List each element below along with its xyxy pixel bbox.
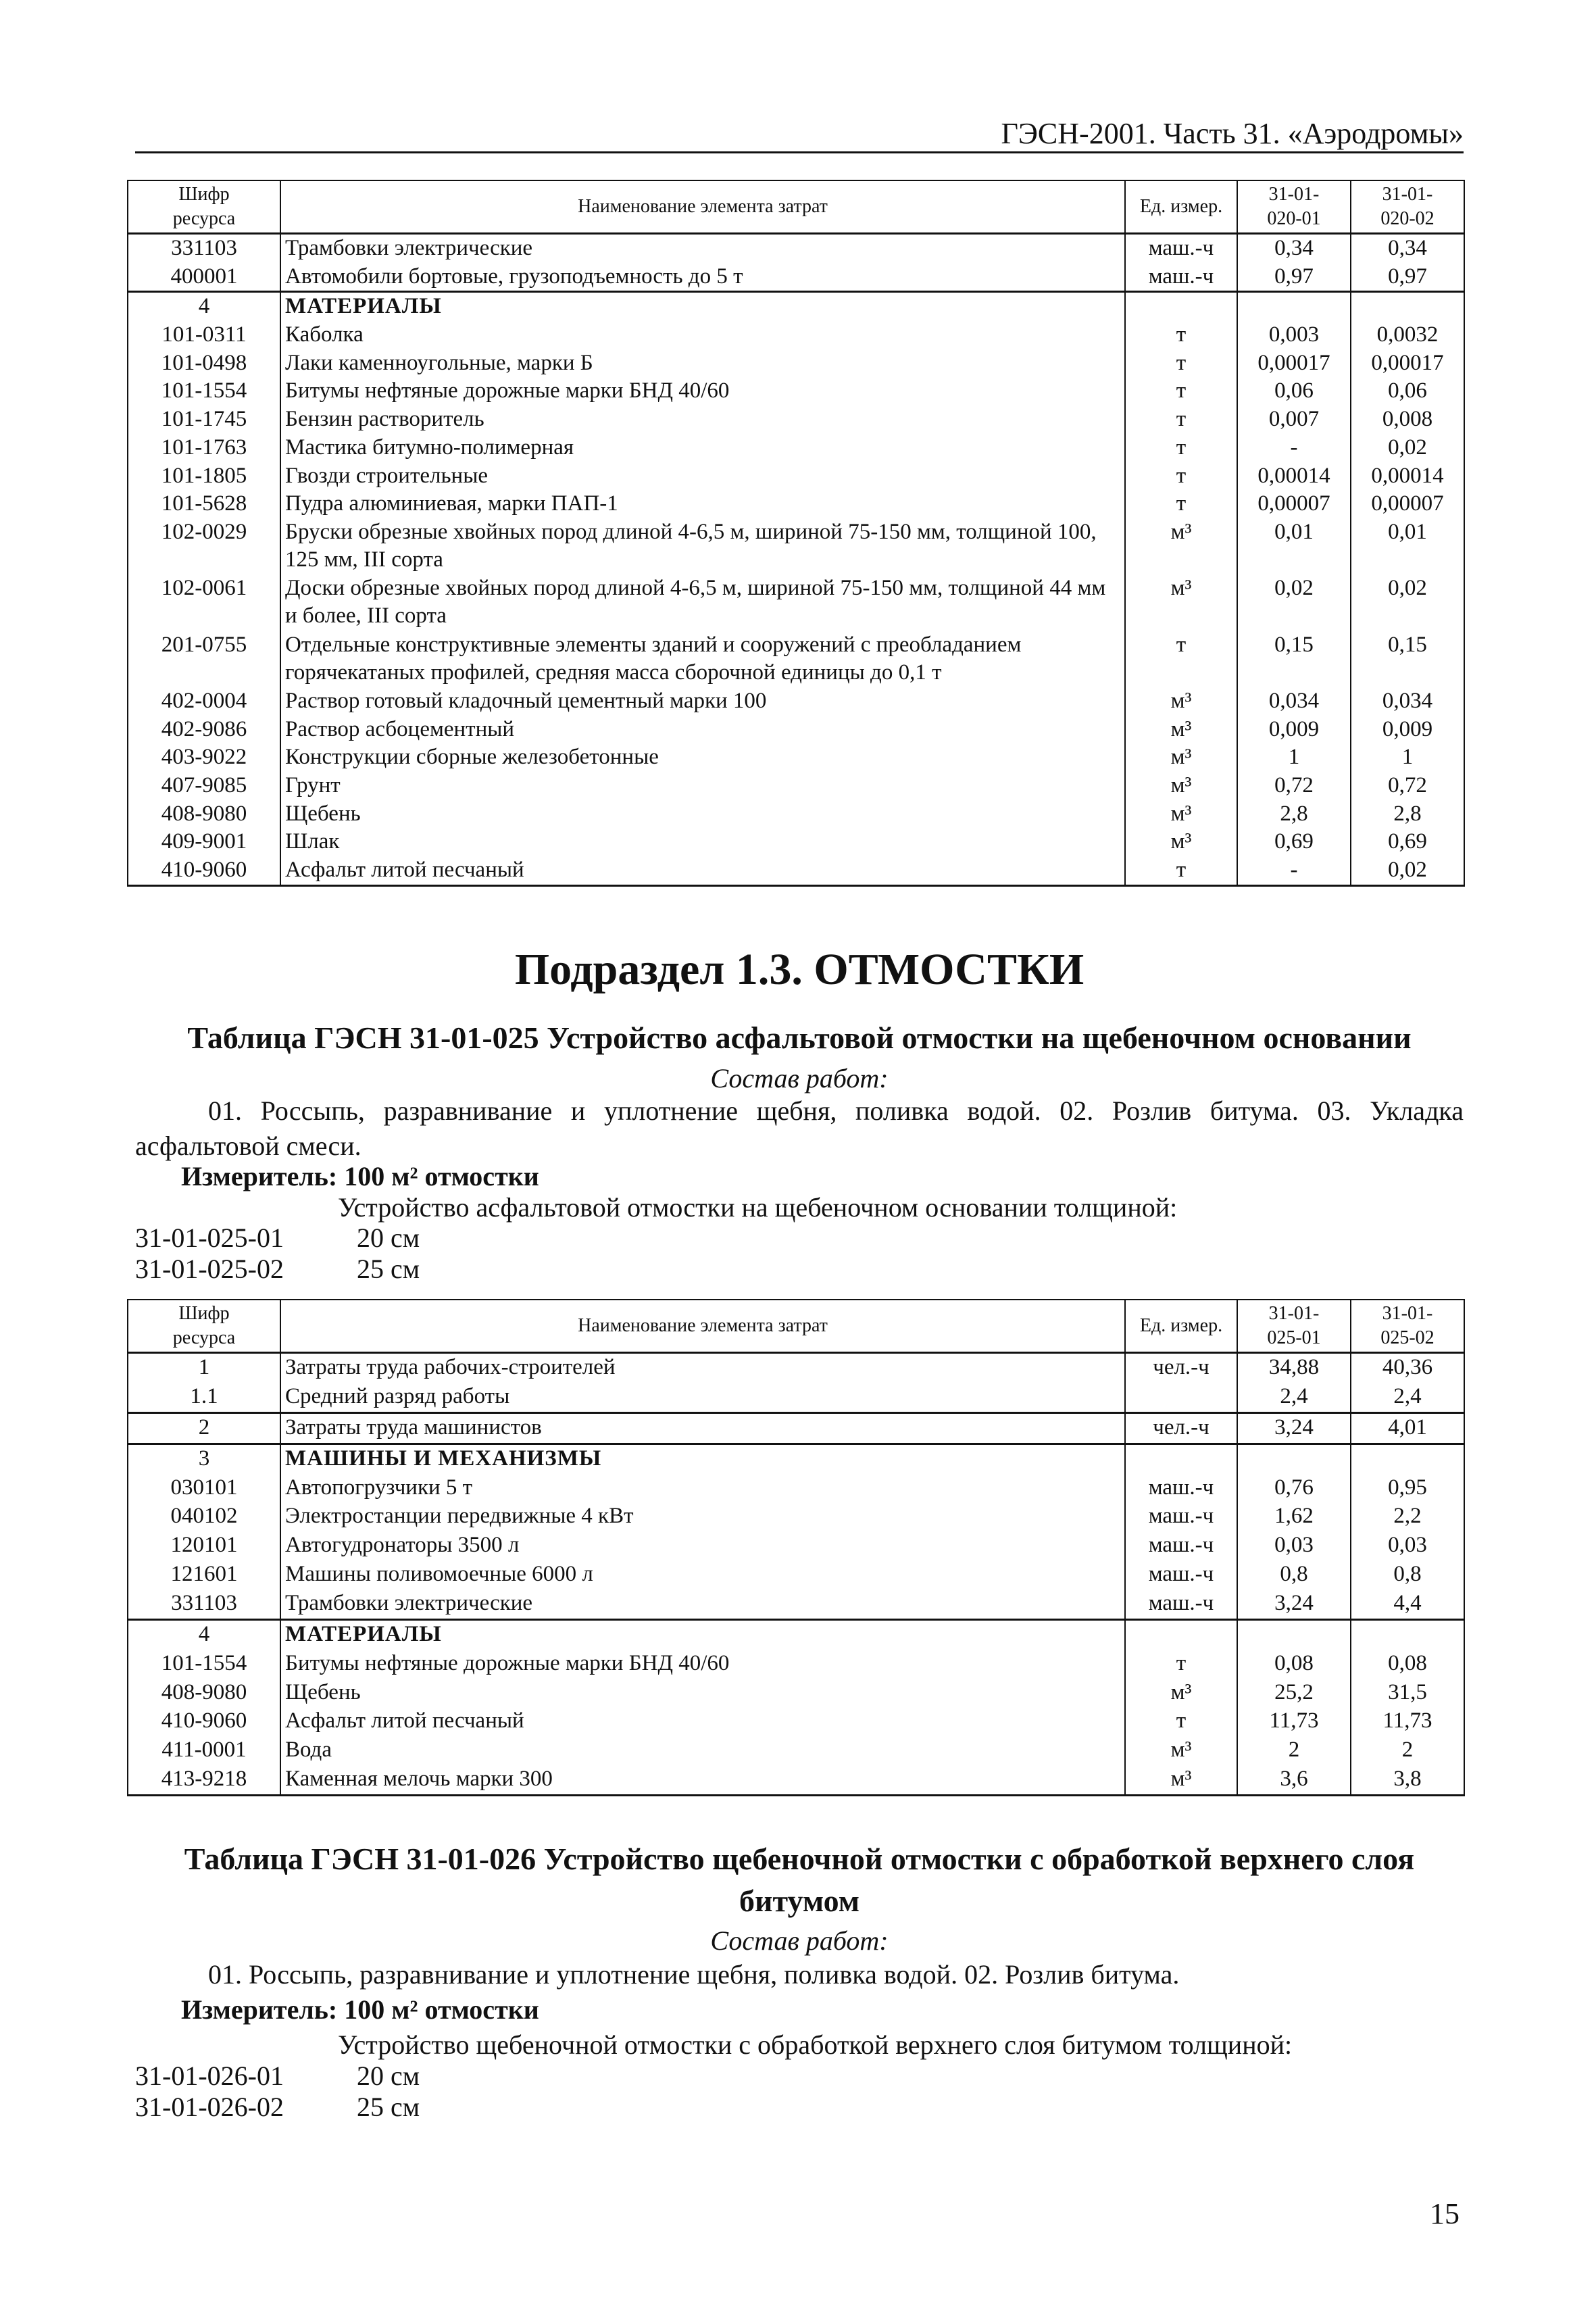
operations-text: 01. Россыпь, разравнивание и уплотнение щебня, поливка водой. 02. Розлив битума. [208,1959,1180,1990]
cell-value-1: 0,72 [1237,772,1351,800]
cell-value-2: 0,00007 [1351,490,1464,518]
cell-unit: м³ [1125,1765,1237,1795]
cell-unit: т [1125,405,1237,434]
cell-value-2: 0,02 [1351,856,1464,885]
variant-row [135,1253,420,1285]
table-row [128,772,1464,800]
table-row [128,405,1464,434]
cell-name: Гвозди строительные [280,462,1125,491]
cell-name: Электростанции передвижные 4 кВт [280,1502,1125,1531]
cell-code: 1.1 [128,1383,280,1412]
variant-code: 31-01-026-01 [135,2061,284,2091]
cell-value-1: 0,69 [1237,828,1351,856]
cell-unit: т [1125,462,1237,491]
cell-value-1: 3,24 [1237,1412,1351,1444]
cell-code: 402-9086 [128,716,280,744]
variant-code: 31-01-025-02 [135,1254,284,1284]
cell-unit: т [1125,321,1237,349]
table-row [128,1736,1464,1765]
header-col1: 31-01- 020-01 [1237,180,1351,234]
running-header: ГЭСН-2001. Часть 31. «Аэродромы» [1001,117,1464,150]
cell-value-1: 0,01 [1237,518,1351,574]
cell-value-2: 3,8 [1351,1765,1464,1795]
cell-unit: м³ [1125,1736,1237,1765]
cell-code: 2 [128,1412,280,1444]
cell-unit: м³ [1125,828,1237,856]
cell-value-1: 0,08 [1237,1650,1351,1679]
variant-value: 20 см [357,2061,420,2091]
table-row [128,856,1464,885]
table-row [128,1679,1464,1708]
cell-unit: маш.-ч [1125,263,1237,292]
cell-value-1: 0,034 [1237,687,1351,716]
cell-value-1: 0,06 [1237,377,1351,405]
cell-value-1: 0,007 [1237,405,1351,434]
header-code: Шифр ресурса [128,1300,280,1353]
cell-value-1: 1,62 [1237,1502,1351,1531]
variant-row [135,2060,420,2092]
cell-unit [1125,1444,1237,1473]
cell-code: 101-5628 [128,490,280,518]
cell-unit: м³ [1125,800,1237,829]
cell-name: Битумы нефтяные дорожные марки БНД 40/60 [280,377,1125,405]
variant-code: 31-01-026-02 [135,2092,284,2122]
cell-unit: маш.-ч [1125,1502,1237,1531]
cell-unit [1125,1619,1237,1649]
cell-code: 201-0755 [128,631,280,687]
table-row [128,1531,1464,1560]
cell-value-1: 1 [1237,743,1351,772]
cell-name: Машины поливомоечные 6000 л [280,1560,1125,1590]
cell-code: 407-9085 [128,772,280,800]
cell-value-1: 3,6 [1237,1765,1351,1795]
table-row [128,1474,1464,1503]
cell-name: Автопогрузчики 5 т [280,1474,1125,1503]
cell-value-2: 0,34 [1351,234,1464,263]
header-col1: 31-01- 025-01 [1237,1300,1351,1353]
cell-value-2: 0,01 [1351,518,1464,574]
cell-unit: м³ [1125,716,1237,744]
table-section-row [128,292,1464,321]
table-row [128,1650,1464,1679]
cell-name: Раствор асбоцементный [280,716,1125,744]
cell-value-1: 0,009 [1237,716,1351,744]
cell-value-2: 0,00014 [1351,462,1464,491]
variant-value: 25 см [357,1254,420,1284]
cell-code: 408-9080 [128,1679,280,1708]
page-number: 15 [1430,2197,1460,2230]
cell-value-2: 0,72 [1351,772,1464,800]
table-025-title: Таблица ГЭСН 31-01-025 Устройство асфальтовой отмостки на щебеночном основании [187,1020,1412,1055]
cell-code: 101-1805 [128,462,280,491]
composition-label: Состав работ: [710,1063,889,1093]
table-row [128,574,1464,631]
cell-value-1: 0,02 [1237,574,1351,631]
table-row [128,321,1464,349]
cell-unit [1125,292,1237,321]
cell-code: 101-0498 [128,349,280,378]
cell-code: 410-9060 [128,856,280,885]
cell-code: 3 [128,1444,280,1473]
table-row [128,518,1464,574]
cell-code: 120101 [128,1531,280,1560]
cell-name: Лаки каменноугольные, марки Б [280,349,1125,378]
cell-code: 402-0004 [128,687,280,716]
variant-row [135,1222,420,1254]
table-026-title: Таблица ГЭСН 31-01-026 Устройство щебеночной отмостки с обработкой верхнего слоя битумом [184,1842,1415,1918]
cell-code: 102-0061 [128,574,280,631]
cell-value-1: 0,003 [1237,321,1351,349]
cell-name: МАТЕРИАЛЫ [280,292,1125,321]
table-row [128,490,1464,518]
cell-code: 101-1745 [128,405,280,434]
cell-unit: т [1125,631,1237,687]
cell-name: Автомобили бортовые, грузоподъемность до 5 т [280,263,1125,292]
cell-value-2 [1351,1619,1464,1649]
cell-value-2: 0,95 [1351,1474,1464,1503]
header-col2: 31-01- 020-02 [1351,180,1464,234]
cell-value-1: 0,97 [1237,263,1351,292]
cell-name: МАТЕРИАЛЫ [280,1619,1125,1649]
cell-value-2: 0,0032 [1351,321,1464,349]
cell-value-2: 40,36 [1351,1353,1464,1383]
table-row [128,462,1464,491]
cell-code: 403-9022 [128,743,280,772]
header-name: Наименование элемента затрат [280,1300,1125,1353]
cell-name: Грунт [280,772,1125,800]
cell-unit: маш.-ч [1125,234,1237,263]
cell-unit: чел.-ч [1125,1353,1237,1383]
header-name: Наименование элемента затрат [280,180,1125,234]
operations-text: 01. Россыпь, разравнивание и уплотнение щебня, поливка водой. 02. Розлив битума. 03. Укладка асфальтовой смеси. [135,1096,1464,1161]
cell-unit [1125,1383,1237,1412]
cell-code: 101-1763 [128,434,280,462]
table-row [128,434,1464,462]
cell-unit: т [1125,377,1237,405]
composition-label: Состав работ: [710,1925,889,1956]
cell-name: Трамбовки электрические [280,1590,1125,1619]
cell-name: Битумы нефтяные дорожные марки БНД 40/60 [280,1650,1125,1679]
cell-value-2: 31,5 [1351,1679,1464,1708]
cell-name: МАШИНЫ И МЕХАНИЗМЫ [280,1444,1125,1473]
table-row [128,687,1464,716]
cell-name: Мастика битумно-полимерная [280,434,1125,462]
cell-value-1: 0,00014 [1237,462,1351,491]
cell-value-2: 1 [1351,743,1464,772]
cell-name: Конструкции сборные железобетонные [280,743,1125,772]
table-row [128,1502,1464,1531]
variant-row [135,2091,420,2123]
cell-value-1 [1237,292,1351,321]
cell-name: Пудра алюминиевая, марки ПАП-1 [280,490,1125,518]
table-body [128,234,1464,886]
table-row [128,1353,1464,1383]
cell-unit: маш.-ч [1125,1590,1237,1619]
cell-value-1: - [1237,434,1351,462]
cell-unit: м³ [1125,772,1237,800]
cell-value-2: 0,02 [1351,434,1464,462]
cell-value-2: 2,4 [1351,1383,1464,1412]
cell-code: 101-1554 [128,377,280,405]
cell-code: 102-0029 [128,518,280,574]
table-row [128,349,1464,378]
cell-unit: т [1125,1707,1237,1736]
cell-name: Щебень [280,800,1125,829]
cell-code: 101-0311 [128,321,280,349]
cell-code: 413-9218 [128,1765,280,1795]
cell-value-2: 0,009 [1351,716,1464,744]
cell-code: 409-9001 [128,828,280,856]
cell-code: 1 [128,1353,280,1383]
cell-code: 410-9060 [128,1707,280,1736]
header-unit: Ед. измер. [1125,1300,1237,1353]
header-col2: 31-01- 025-02 [1351,1300,1464,1353]
cell-value-1: 11,73 [1237,1707,1351,1736]
cell-name: Бруски обрезные хвойных пород длиной 4-6,5 м, шириной 75-150 мм, толщиной 100, 125 мм, III сорта [280,518,1125,574]
resource-table-020 [127,180,1465,887]
cell-name: Щебень [280,1679,1125,1708]
table-header-row [128,1300,1464,1353]
cell-name: Отдельные конструктивные элементы зданий и сооружений с преобладанием горячекатаных профилей, средняя масса сборочной единицы до 0,1 т [280,631,1125,687]
cell-value-2: 0,034 [1351,687,1464,716]
cell-code: 408-9080 [128,800,280,829]
table-row [128,234,1464,263]
cell-value-2: 4,01 [1351,1412,1464,1444]
cell-unit: м³ [1125,1679,1237,1708]
table-body [128,1353,1464,1796]
cell-unit: м³ [1125,687,1237,716]
cell-value-2: 0,97 [1351,263,1464,292]
cell-name: Доски обрезные хвойных пород длиной 4-6,5 м, шириной 75-150 мм, толщиной 44 мм и более, III сорта [280,574,1125,631]
cell-value-1: 0,76 [1237,1474,1351,1503]
table-section-row [128,1619,1464,1649]
variant-value: 25 см [357,2092,420,2122]
cell-code: 400001 [128,263,280,292]
cell-name: Затраты труда машинистов [280,1412,1125,1444]
cell-unit: маш.-ч [1125,1531,1237,1560]
cell-value-1: 2,8 [1237,800,1351,829]
cell-value-2: 0,08 [1351,1650,1464,1679]
cell-value-1: 34,88 [1237,1353,1351,1383]
cell-code: 030101 [128,1474,280,1503]
cell-value-2: 4,4 [1351,1590,1464,1619]
table-row [128,1412,1464,1444]
cell-name: Шлак [280,828,1125,856]
table-row [128,263,1464,292]
cell-value-2: 0,69 [1351,828,1464,856]
cell-value-1: 3,24 [1237,1590,1351,1619]
cell-value-2: 0,02 [1351,574,1464,631]
cell-value-2: 11,73 [1351,1707,1464,1736]
cell-code: 4 [128,1619,280,1649]
cell-unit: т [1125,434,1237,462]
table-row [128,800,1464,829]
cell-name: Трамбовки электрические [280,234,1125,263]
cell-value-1: 0,15 [1237,631,1351,687]
cell-unit: т [1125,856,1237,885]
cell-value-1 [1237,1444,1351,1473]
cell-name: Средний разряд работы [280,1383,1125,1412]
variant-code: 31-01-025-01 [135,1223,284,1253]
table-header-row [128,180,1464,234]
cell-unit: т [1125,490,1237,518]
cell-value-2 [1351,292,1464,321]
table-row [128,1707,1464,1736]
cell-code: 040102 [128,1502,280,1531]
cell-name: Асфальт литой песчаный [280,1707,1125,1736]
cell-name: Вода [280,1736,1125,1765]
resource-table-025 [127,1299,1465,1796]
cell-value-1: 0,8 [1237,1560,1351,1590]
cell-code: 121601 [128,1560,280,1590]
cell-value-2: 0,15 [1351,631,1464,687]
cell-value-2: 0,00017 [1351,349,1464,378]
cell-name: Автогудронаторы 3500 л [280,1531,1125,1560]
cell-unit: чел.-ч [1125,1412,1237,1444]
cell-value-2: 0,8 [1351,1560,1464,1590]
cell-value-1: 2 [1237,1736,1351,1765]
cell-value-1: 0,03 [1237,1531,1351,1560]
table-row [128,1560,1464,1590]
cell-unit: м³ [1125,574,1237,631]
measure-unit: Измеритель: 100 м² отмостки [181,1994,539,2025]
cell-code: 331103 [128,234,280,263]
cell-unit: м³ [1125,518,1237,574]
cell-unit: т [1125,349,1237,378]
cell-value-2: 2,8 [1351,800,1464,829]
header-rule [135,151,1464,153]
cell-name: Каменная мелочь марки 300 [280,1765,1125,1795]
table-row [128,716,1464,744]
table-row [128,1383,1464,1412]
cell-value-2: 0,008 [1351,405,1464,434]
table-section-row [128,1444,1464,1473]
cell-value-2 [1351,1444,1464,1473]
subsection-title: Подраздел 1.3. ОТМОСТКИ [514,945,1084,994]
cell-name: Раствор готовый кладочный цементный марки 100 [280,687,1125,716]
cell-code: 101-1554 [128,1650,280,1679]
cell-value-1: 0,00007 [1237,490,1351,518]
cell-code: 411-0001 [128,1736,280,1765]
table-row [128,1765,1464,1795]
cell-value-1: 2,4 [1237,1383,1351,1412]
cell-name: Асфальт литой песчаный [280,856,1125,885]
variant-value: 20 см [357,1223,420,1253]
cell-value-1: - [1237,856,1351,885]
cell-value-1: 25,2 [1237,1679,1351,1708]
work-description: Устройство асфальтовой отмостки на щебеночном основании толщиной: [338,1192,1178,1223]
work-description: Устройство щебеночной отмостки с обработкой верхнего слоя битумом толщиной: [338,2029,1293,2060]
header-code: Шифр ресурса [128,180,280,234]
cell-unit: маш.-ч [1125,1474,1237,1503]
cell-name: Каболка [280,321,1125,349]
cell-value-1: 0,00017 [1237,349,1351,378]
table-row [128,631,1464,687]
table-row [128,1590,1464,1619]
cell-unit: т [1125,1650,1237,1679]
cell-value-1: 0,34 [1237,234,1351,263]
cell-value-2: 0,06 [1351,377,1464,405]
measure-unit: Измеритель: 100 м² отмостки [181,1161,539,1191]
table-row [128,828,1464,856]
header-unit: Ед. измер. [1125,180,1237,234]
cell-code: 331103 [128,1590,280,1619]
cell-name: Бензин растворитель [280,405,1125,434]
cell-name: Затраты труда рабочих-строителей [280,1353,1125,1383]
table-row [128,743,1464,772]
cell-value-2: 0,03 [1351,1531,1464,1560]
cell-value-1 [1237,1619,1351,1649]
cell-unit: м³ [1125,743,1237,772]
table-row [128,377,1464,405]
cell-unit: маш.-ч [1125,1560,1237,1590]
cell-value-2: 2 [1351,1736,1464,1765]
cell-code: 4 [128,292,280,321]
cell-value-2: 2,2 [1351,1502,1464,1531]
